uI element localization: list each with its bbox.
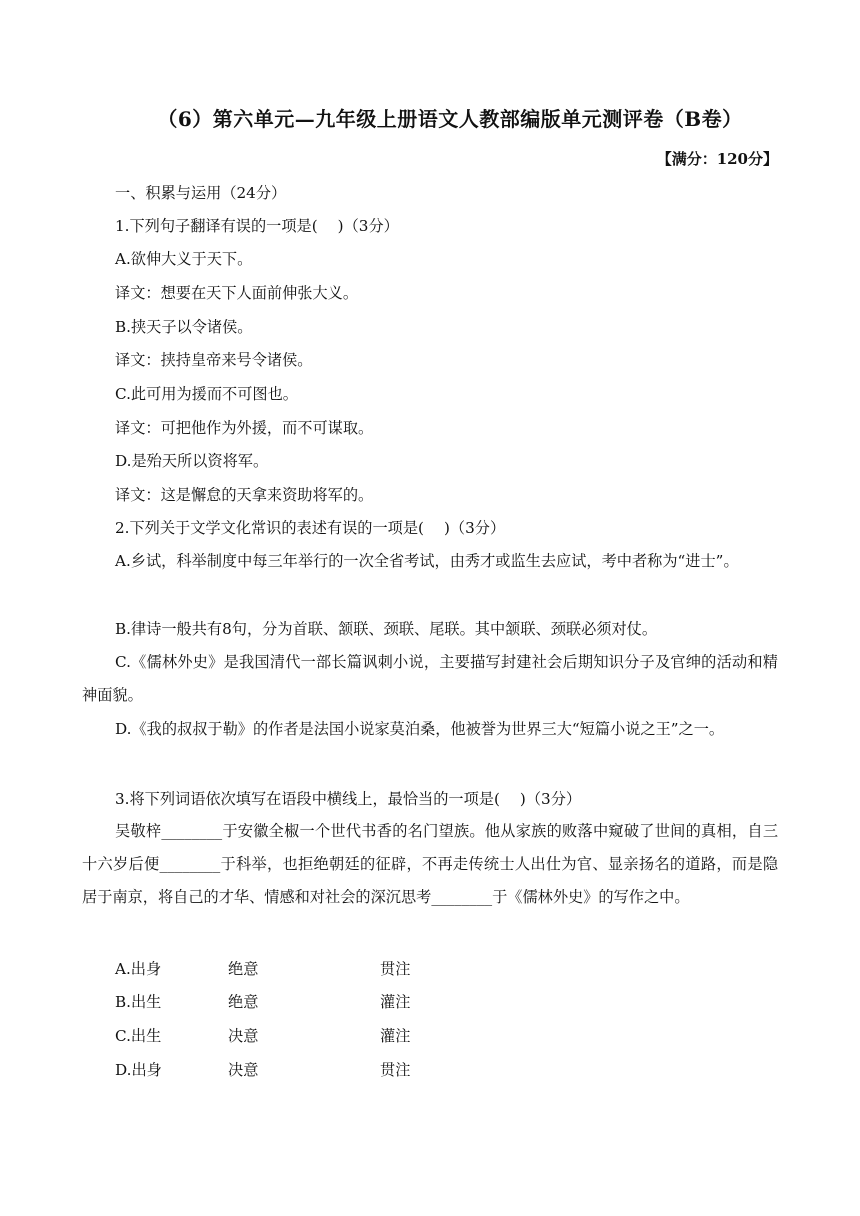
question-2-stem: 2.下列关于文学文化常识的表述有误的一项是( )（3分）: [115, 519, 506, 537]
q3-option-word3: 灌注: [380, 1027, 411, 1045]
q3-option-word3: 灌注: [380, 993, 411, 1011]
q3-option-word2: 绝意: [228, 993, 259, 1011]
q3-passage: 吴敬梓________于安徽全椒一个世代书香的名门望族。他从家族的败落中窥破了世间的真相，自三十六岁后便________于科举，也拒绝朝廷的征辟，不再走传统士人出仕为官、显亲扬名的道路，而是隐居于南京，将自己的才华、情感和对社会的深沉思考________于《儒林外史》的写作之中。: [82, 822, 778, 906]
q1-option-a-translation: 译文：想要在天下人面前伸张大义。: [115, 284, 358, 302]
q2-option-b: B.律诗一般共有8句，分为首联、颔联、颈联、尾联。其中颔联、颈联必须对仗。: [115, 620, 658, 638]
q3-option-label: A.出身: [115, 960, 162, 978]
q3-option-word2: 绝意: [228, 960, 259, 978]
q3-option-word2: 决意: [228, 1027, 259, 1045]
q3-option-word2: 决意: [228, 1061, 259, 1079]
page-title: （6）第六单元—九年级上册语文人教部编版单元测评卷（B卷）: [157, 107, 743, 131]
q3-option-label: C.出生: [115, 1027, 162, 1045]
q2-option-c: C.《儒林外史》是我国清代一部长篇讽刺小说，主要描写封建社会后期知识分子及官绅的活动和精神面貌。: [82, 653, 778, 704]
q1-option-d-translation: 译文：这是懈怠的天拿来资助将军的。: [115, 486, 374, 504]
q2-option-d: D.《我的叔叔于勒》的作者是法国小说家莫泊桑，他被誉为世界三大“短篇小说之王”之一。: [115, 720, 725, 738]
section-heading: 一、积累与运用（24分）: [115, 184, 287, 202]
q3-option-word3: 贯注: [380, 960, 411, 978]
q3-option-label: B.出生: [115, 993, 162, 1011]
q3-option-label: D.出身: [115, 1061, 162, 1079]
full-score: 【满分：120分】: [656, 150, 778, 168]
q1-option-c-translation: 译文：可把他作为外援，而不可谋取。: [115, 419, 374, 437]
question-3-stem: 3.将下列词语依次填写在语段中横线上，最恰当的一项是( )（3分）: [115, 790, 582, 808]
q1-option-b-translation: 译文：挟持皇帝来号令诸侯。: [115, 351, 313, 369]
q3-option-word3: 贯注: [380, 1061, 411, 1079]
q1-option-c: C.此可用为援而不可图也。: [115, 385, 298, 403]
q1-option-a: A.欲伸大义于天下。: [115, 250, 253, 268]
question-1-stem: 1.下列句子翻译有误的一项是( )（3分）: [115, 217, 399, 235]
q1-option-d: D.是殆天所以资将军。: [115, 452, 269, 470]
q2-option-a: A.乡试，科举制度中每三年举行的一次全省考试，由秀才或监生去应试，考中者称为“进士”。: [115, 552, 739, 570]
q1-option-b: B.挟天子以令诸侯。: [115, 318, 253, 336]
